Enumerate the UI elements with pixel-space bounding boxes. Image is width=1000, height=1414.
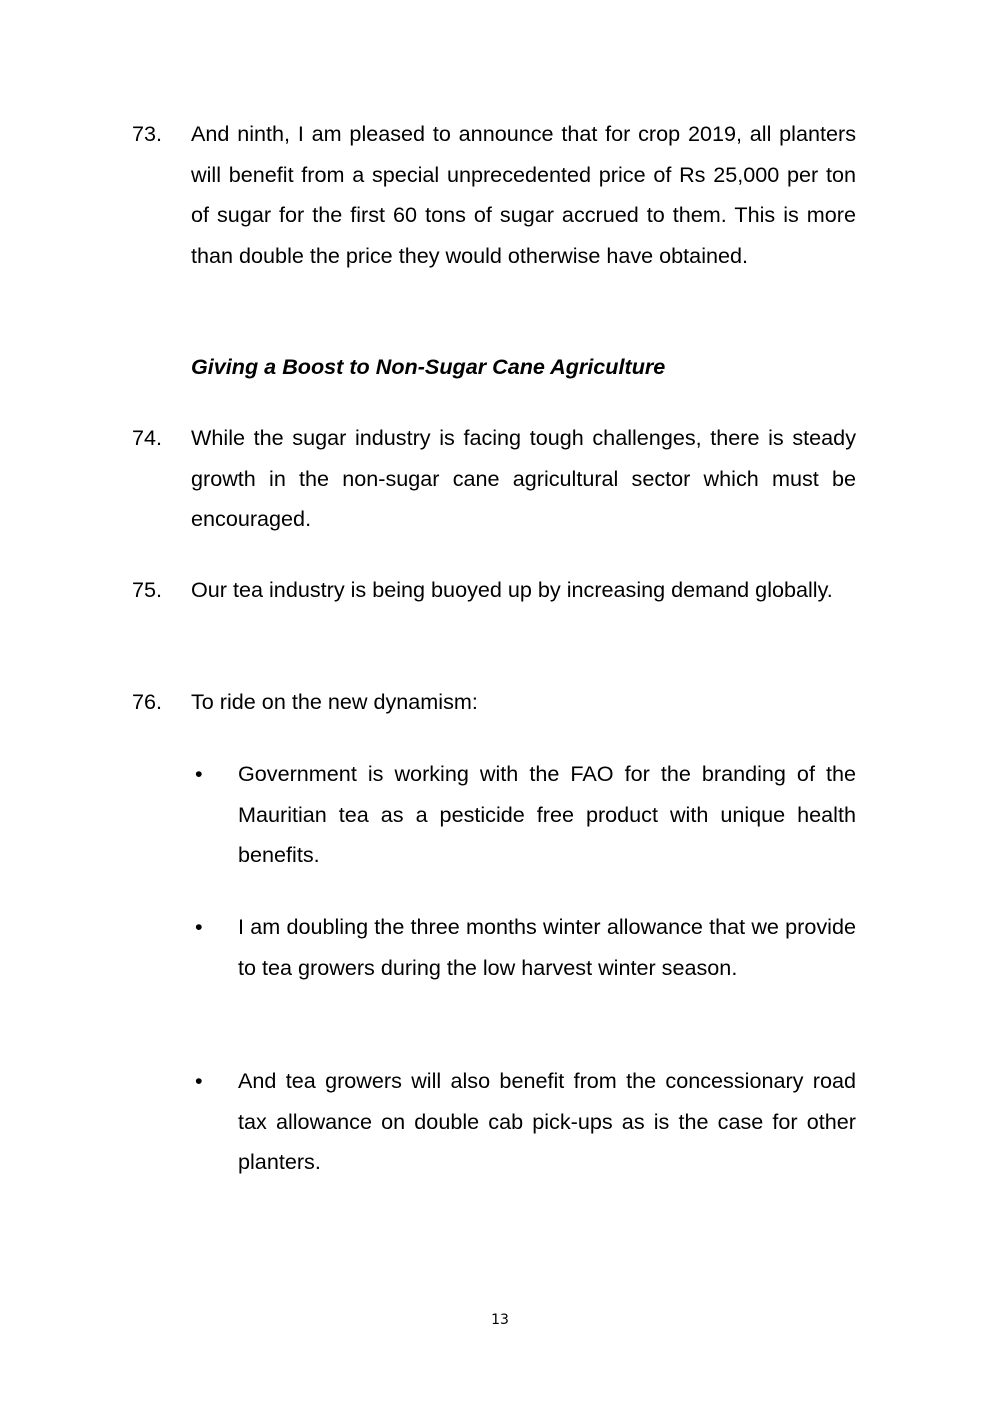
bullet-text: And tea growers will also benefit from the concessionary road tax allowance on double cab pick-ups as is the case for other planters. [238, 1068, 856, 1175]
paragraph-text: And ninth, I am pleased to announce that for crop 2019, all planters will benefit from a special unprecedented price of Rs 25,000 per ton of sugar for the first 60 tons of sugar accrued to them. This is more than double the price they would otherwise have obtained. [191, 121, 856, 268]
bullet-icon: • [195, 914, 203, 939]
paragraph-75 [132, 570, 856, 611]
page-number: 13 [491, 1312, 509, 1328]
paragraph-text: While the sugar industry is facing tough challenges, there is steady growth in the non-sugar cane agricultural sector which must be encouraged. [191, 425, 856, 532]
bullet-item [191, 1061, 856, 1183]
bullet-item [191, 754, 856, 876]
bullet-text: Government is working with the FAO for the branding of the Mauritian tea as a pesticide free product with unique health benefits. [238, 761, 856, 868]
paragraph-73 [132, 114, 856, 276]
bullet-item [191, 907, 856, 988]
paragraph-number: 74. [132, 425, 163, 450]
section-heading: Giving a Boost to Non-Sugar Cane Agriculture [191, 354, 666, 379]
paragraph-74 [132, 418, 856, 540]
paragraph-number: 75. [132, 577, 163, 602]
paragraph-number: 76. [132, 689, 163, 714]
bullet-icon: • [195, 761, 203, 786]
bullet-icon: • [195, 1068, 203, 1093]
paragraph-76 [132, 682, 856, 723]
bullet-text: I am doubling the three months winter allowance that we provide to tea growers during the low harvest winter season. [238, 914, 856, 980]
paragraph-text: Our tea industry is being buoyed up by increasing demand globally. [191, 577, 833, 602]
paragraph-number: 73. [132, 121, 163, 146]
paragraph-text: To ride on the new dynamism: [191, 689, 478, 714]
